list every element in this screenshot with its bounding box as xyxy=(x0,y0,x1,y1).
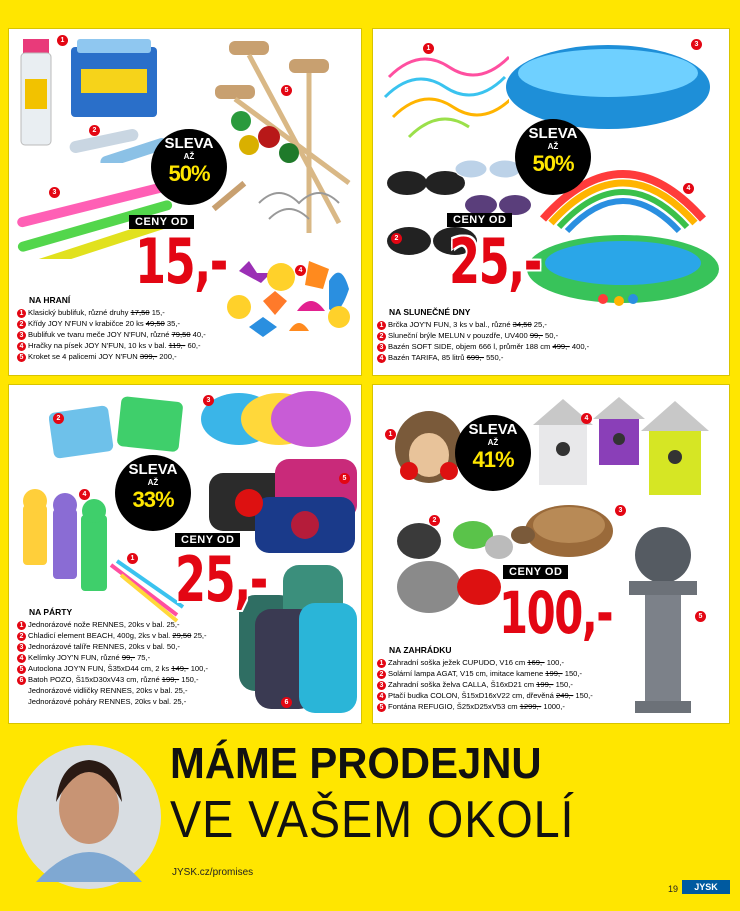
category-title: NA SLUNEČNÉ DNY xyxy=(389,307,471,317)
list-item: 4 Kelímky JOY'N FUN, různé 99,- 75,- xyxy=(17,652,208,663)
item-marker-3: 3 xyxy=(615,505,626,516)
ceny-od-label: CENY OD xyxy=(503,565,568,579)
item-list-block xyxy=(17,607,208,707)
item-list xyxy=(17,619,208,707)
category-title: NA HRANÍ xyxy=(29,295,71,305)
panel-na-party xyxy=(8,384,362,724)
item-marker-3: 3 xyxy=(203,395,214,406)
item-marker-1: 1 xyxy=(385,429,396,440)
item-list xyxy=(377,319,589,363)
item-list-block xyxy=(17,295,206,362)
item-list-block xyxy=(377,307,589,363)
item-list xyxy=(17,307,206,362)
list-item: 5 Fontána REFUGIO, Š25xD25xV53 cm 1299,- 1000,- xyxy=(377,701,593,712)
item-marker-1: 1 xyxy=(127,553,138,564)
item-marker-5: 5 xyxy=(281,85,292,96)
list-item: 4 Hračky na písek JOY N'FUN, 10 ks v bal. 119,- 60,- xyxy=(17,340,206,351)
list-item: Jednorázové poháry RENNES, 20ks v bal. 25,- xyxy=(28,697,187,706)
staff-photo xyxy=(16,742,162,892)
price-from: 100,- xyxy=(499,579,613,647)
item-marker-2: 2 xyxy=(391,233,402,244)
list-item: 3 Bazén SOFT SIDE, objem 666 l, průměr 188 cm 499,- 400,- xyxy=(377,341,589,352)
item-marker-4: 4 xyxy=(581,413,592,424)
discount-badge: SLEVA AŽ 50% xyxy=(151,129,227,205)
item-marker-5: 5 xyxy=(339,473,350,484)
item-marker-3: 3 xyxy=(49,187,60,198)
page-number: 19 xyxy=(668,884,679,894)
price-from: 15,- xyxy=(135,225,227,298)
straws-image xyxy=(379,37,509,147)
list-item: 6 Batoh POZO, Š15xD30xV43 cm, různé 199,- 150,- xyxy=(17,674,208,685)
item-marker-1: 1 xyxy=(57,35,68,46)
list-item: 4 Bazén TARIFA, 85 litrů 699,- 550,- xyxy=(377,352,589,363)
category-title: NA PÁRTY xyxy=(29,607,73,617)
fountain-image xyxy=(623,525,703,715)
panel-na-zahradku xyxy=(372,384,730,724)
cups-image xyxy=(15,465,115,605)
promises-link[interactable]: JYSK.cz/promises xyxy=(172,867,254,878)
jysk-logo: JYSK xyxy=(682,880,730,894)
birdhouses-image xyxy=(533,395,723,505)
price-from: 25,- xyxy=(449,225,541,298)
item-marker-2: 2 xyxy=(89,125,100,136)
list-item: 2 Solární lampa AGAT, V15 cm, imitace kamene 199,- 150,- xyxy=(377,668,593,679)
item-list xyxy=(377,657,593,712)
list-item: 5 Kroket se 4 palicemi JOY N'FUN 399,- 200,- xyxy=(17,351,206,362)
headline-secondary: VE VAŠEM OKOLÍ xyxy=(170,791,575,849)
list-item: 1 Jednorázové nože RENNES, 20ks v bal. 25,- xyxy=(17,619,208,630)
list-item: 1 Klasický bublifuk, různé druhy 17,50 15,- xyxy=(17,307,206,318)
list-item: 1 Zahradní soška ježek CUPUDO, V16 cm 169,- 100,- xyxy=(377,657,593,668)
list-item: 3 Jednorázové talíře RENNES, 20ks v bal. 50,- xyxy=(17,641,208,652)
ceny-od-label: CENY OD xyxy=(175,533,240,547)
pool-soft-side-image xyxy=(503,37,713,133)
cooling-elements-image xyxy=(49,395,189,465)
item-marker-5: 5 xyxy=(695,611,706,622)
list-item: 2 Sluneční brýle MELUN v pouzdře, UV400 99,- 50,- xyxy=(377,330,589,341)
discount-badge: SLEVA AŽ 50% xyxy=(515,119,591,195)
list-item: 3 Bublifuk ve tvaru meče JOY N'FUN, různé 79,50 40,- xyxy=(17,329,206,340)
ceny-od-label: CENY OD xyxy=(129,215,194,229)
item-list-block xyxy=(377,645,593,712)
list-item: 4 Ptačí budka COLON, Š15xD16xV22 cm, dřevěná 249,- 150,- xyxy=(377,690,593,701)
item-marker-4: 4 xyxy=(683,183,694,194)
list-item: 1 Brčka JOY'N FUN, 3 ks v bal., různé 34,50 25,- xyxy=(377,319,589,330)
turtle-figure-image xyxy=(511,495,621,565)
bubble-bottle-image xyxy=(19,39,53,149)
item-marker-6: 6 xyxy=(281,697,292,708)
plates-image xyxy=(199,385,359,455)
discount-badge: SLEVA AŽ 41% xyxy=(455,415,531,491)
list-item: 5 Autoclona JOY'N FUN, Š35xD44 cm, 2 ks 149,- 100,- xyxy=(17,663,208,674)
item-marker-4: 4 xyxy=(295,265,306,276)
discount-badge: SLEVA AŽ 33% xyxy=(115,455,191,531)
headline-primary: MÁME PRODEJNU xyxy=(170,739,542,788)
list-item: Jednorázové vidličky RENNES, 20ks v bal. 25,- xyxy=(28,686,188,695)
ceny-od-label: CENY OD xyxy=(447,213,512,227)
category-title: NA ZAHRÁDKU xyxy=(389,645,452,655)
item-marker-2: 2 xyxy=(429,515,440,526)
item-marker-4: 4 xyxy=(79,489,90,500)
list-item: 2 Chladicí element BEACH, 400g, 2ks v bal. 29,50 25,- xyxy=(17,630,208,641)
item-marker-1: 1 xyxy=(423,43,434,54)
panel-na-slunecne-dny xyxy=(372,28,730,376)
sand-toys-image xyxy=(219,251,359,341)
item-marker-2: 2 xyxy=(53,413,64,424)
list-item: 3 Zahradní soška želva CALLA, Š16xD21 cm 199,- 150,- xyxy=(377,679,593,690)
list-item: 2 Křídy JOY N'FUN v krabičce 20 ks 49,50 35,- xyxy=(17,318,206,329)
item-marker-3: 3 xyxy=(691,39,702,50)
chalk-box-image xyxy=(71,39,159,119)
panel-na-hrani xyxy=(8,28,362,376)
price-from: 25,- xyxy=(175,543,267,616)
